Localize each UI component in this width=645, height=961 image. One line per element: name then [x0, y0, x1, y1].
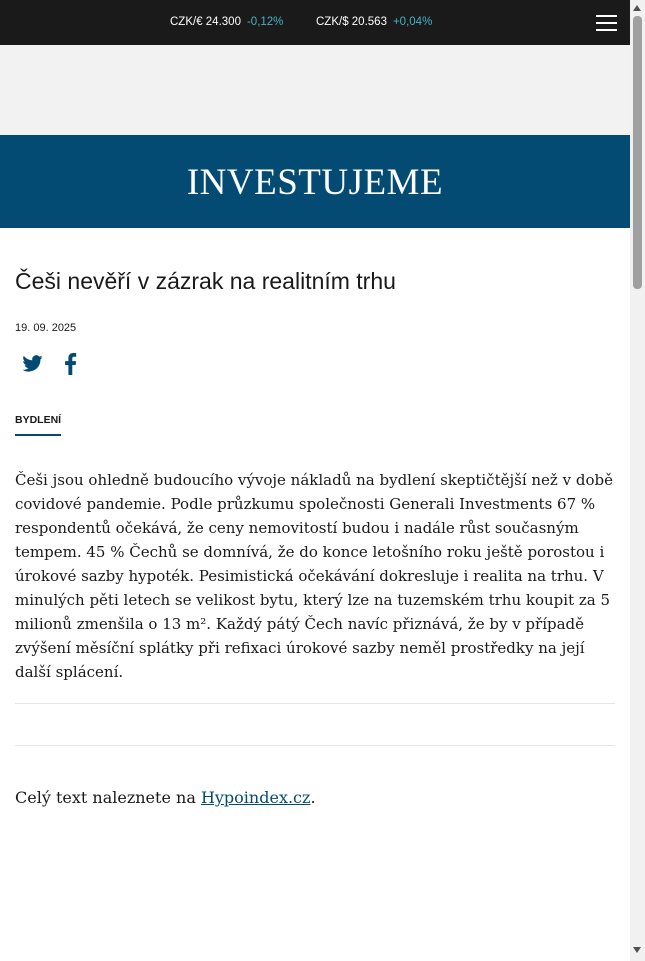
- scroll-up-arrow-icon[interactable]: [633, 5, 641, 11]
- vertical-scrollbar[interactable]: [630, 0, 645, 961]
- ticker-eur-change: -0,12%: [246, 16, 284, 28]
- facebook-icon[interactable]: [63, 353, 78, 375]
- ticker-usd-rate: CZK/$ 20.563: [316, 16, 387, 28]
- site-logo[interactable]: INVESTUJEME: [186, 162, 444, 203]
- article-title: Češi nevěří v zázrak na realitním trhu: [15, 268, 396, 294]
- ticker-usd-change: +0,04%: [392, 16, 433, 28]
- ad-placeholder: [0, 45, 630, 135]
- twitter-icon[interactable]: [21, 353, 44, 375]
- article-perex: Češi jsou ohledně budoucího vývoje nákladů na bydlení skeptičtější než v době covidové pandemie. Podle průzkumu společnosti Generali Investments 67 % respondentů očekává, že ceny nemovitostí budou i nadále růst současným tempem. 45 % Čechů se domnívá, že do konce letošního roku ještě porostou i úrokové sazby hypoték. Pesimistická očekávání dokresluje i realita na trhu. V minulých pěti letech se velikost bytu, který lze na tuzemském trhu koupit za 5 milionů zmenšila o 13 m². Každý pátý Čech navíc přiznává, že by v případě zvýšení měsíční splátky při refixaci úrokové sazby neměl prostředky na její další splácení.: [15, 471, 613, 681]
- brand-header: [0, 135, 630, 228]
- scroll-down-arrow-icon[interactable]: [633, 947, 641, 953]
- divider-top: [15, 703, 615, 704]
- ticker-eur-rate: CZK/€ 24.300: [170, 16, 241, 28]
- hamburger-menu-icon[interactable]: [596, 14, 617, 31]
- ticker-eur[interactable]: [170, 16, 283, 28]
- article-date: 19. 09. 2025: [15, 322, 77, 334]
- ticker-usd[interactable]: [316, 16, 432, 28]
- category-tag[interactable]: BYDLENÍ: [15, 414, 61, 436]
- divider-bottom: [15, 745, 615, 746]
- source-link[interactable]: Hypoindex.cz: [200, 788, 311, 807]
- scrollbar-thumb[interactable]: [633, 16, 642, 289]
- currency-ticker-bar: [0, 0, 630, 45]
- source-suffix: .: [310, 788, 316, 807]
- source-note: [15, 786, 615, 810]
- source-prefix: Celý text naleznete na: [15, 788, 201, 807]
